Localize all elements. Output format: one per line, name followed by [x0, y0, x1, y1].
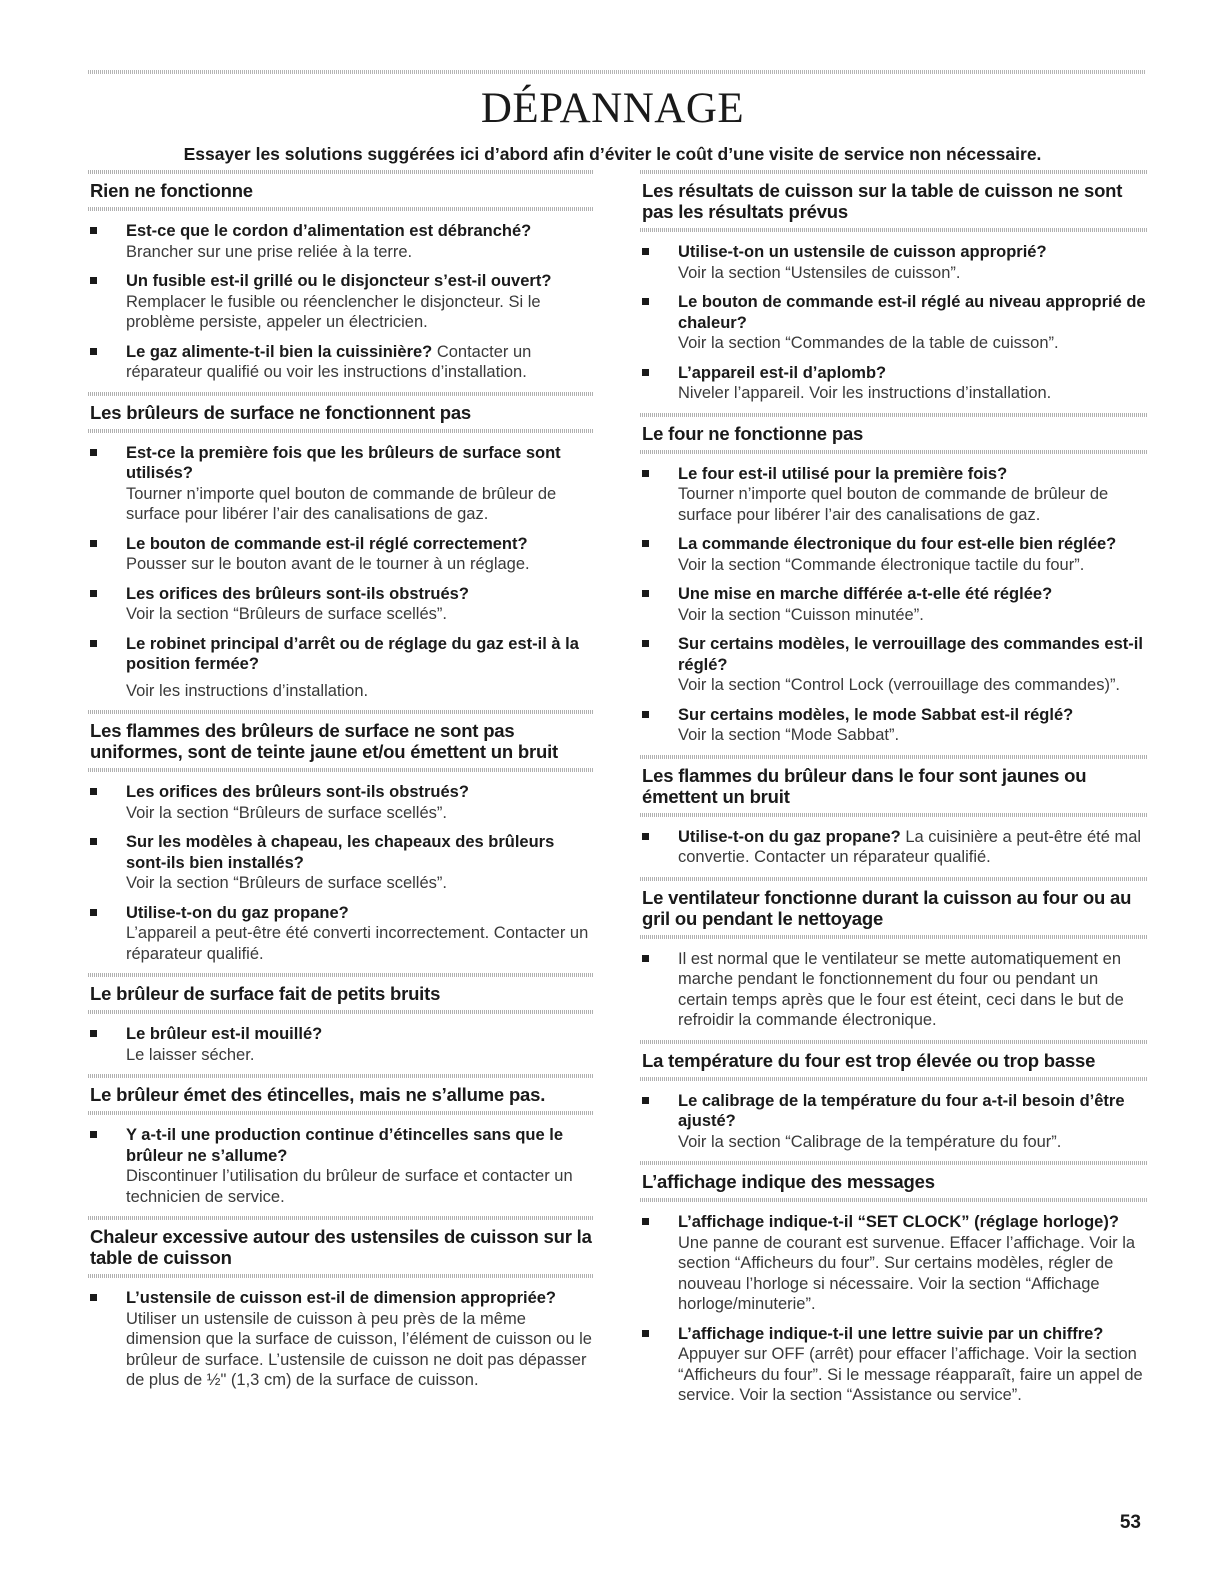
item-question: Un fusible est-il grillé ou le disjoncteur s’est-il ouvert?	[126, 272, 552, 290]
section-etincelles	[88, 1074, 594, 1207]
item-question: Sur certains modèles, le verrouillage des commandes est-il réglé?	[678, 635, 1143, 674]
list-item	[88, 832, 594, 894]
item-question: Y a-t-il une production continue d’étincelles sans que le brûleur ne s’allume?	[126, 1126, 564, 1165]
item-answer: Niveler l’appareil. Voir les instructions d’installation.	[678, 384, 1052, 402]
section-flammes-four	[640, 755, 1148, 868]
item-question: Les orifices des brûleurs sont-ils obstrués?	[126, 584, 469, 603]
section-title: Chaleur excessive autour des ustensiles de cuisson sur la table de cuisson	[90, 1226, 592, 1268]
section-ventilateur	[640, 877, 1148, 1031]
item-question: L’affichage indique-t-il une lettre suivie par un chiffre?	[678, 1324, 1104, 1343]
item-question: L’appareil est-il d’aplomb?	[678, 363, 887, 382]
item-question: Sur certains modèles, le mode Sabbat est-il réglé?	[678, 705, 1074, 724]
section-affichage-messages	[640, 1161, 1148, 1406]
item-answer: Remplacer le fusible ou réenclencher le disjoncteur. Si le problème persiste, appeler un électricien.	[126, 292, 541, 331]
item-question: Utilise-t-on un ustensile de cuisson approprié?	[678, 243, 1047, 261]
item-question: Utilise-t-on du gaz propane?	[126, 903, 349, 922]
section-petits-bruits	[88, 973, 594, 1065]
section-title: Les brûleurs de surface ne fonctionnent pas	[90, 401, 472, 423]
section-flammes-surface	[88, 710, 594, 964]
item-answer: Voir les instructions d’installation.	[126, 681, 369, 700]
item-list	[640, 454, 1148, 746]
list-item	[88, 342, 594, 383]
list-item	[640, 242, 1148, 283]
list-item	[88, 903, 594, 965]
section-title: La température du four est trop élevée ou trop basse	[642, 1049, 1096, 1071]
item-answer: Voir la section “Mode Sabbat”.	[678, 726, 900, 744]
section-resultats-cuisson	[640, 170, 1148, 404]
item-question: Le calibrage de la température du four a-t-il besoin d’être ajusté?	[678, 1091, 1125, 1130]
item-question: Est-ce la première fois que les brûleurs de surface sont utilisés?	[126, 443, 561, 482]
right-column	[640, 170, 1148, 1415]
section-title: Les flammes du brûleur dans le four sont jaunes ou émettent un bruit	[642, 764, 1087, 807]
item-answer: Utiliser un ustensile de cuisson à peu près de la même dimension que la surface de cuisson, l’élément de cuisson ou le brûleur de surface. L’ustensile de cuisson ne doit pas dépasser de plus de ½" (1,3 cm) de la surface de cuisson.	[126, 1309, 592, 1389]
item-list	[88, 433, 594, 702]
item-answer: Il est normal que le ventilateur se mette automatiquement en marche pendant le fonctionnement du four ou pendant un certain temps après que le four est éteint, ceci dans le but de refroidir la commande électronique.	[678, 949, 1124, 1029]
item-answer: L’appareil a peut-être été converti incorrectement. Contacter un réparateur qualifié.	[126, 924, 589, 963]
item-answer: Voir la section “Commande électronique tactile du four”.	[678, 555, 1085, 574]
item-answer: La cuisinière a peut-être été mal convertie. Contacter un réparateur qualifié.	[678, 827, 1142, 866]
item-question: Le robinet principal d’arrêt ou de réglage du gaz est-il à la position fermée?	[126, 634, 579, 673]
item-list	[640, 232, 1148, 404]
list-item	[640, 464, 1148, 526]
page-title: DÉPANNAGE	[480, 85, 745, 132]
list-item	[88, 271, 594, 333]
list-item	[88, 1288, 594, 1391]
list-item	[640, 534, 1148, 575]
item-question: Le brûleur est-il mouillé?	[126, 1025, 323, 1043]
list-item	[88, 634, 594, 702]
section-title: Le brûleur émet des étincelles, mais ne s’allume pas.	[90, 1084, 546, 1105]
section-title: Rien ne fonctionne	[90, 180, 253, 201]
list-item	[88, 584, 594, 625]
item-answer: Voir la section “Calibrage de la température du four”.	[678, 1132, 1062, 1151]
item-question: Une mise en marche différée a-t-elle été réglée?	[678, 585, 1053, 603]
list-item	[640, 363, 1148, 404]
list-item	[640, 1091, 1148, 1153]
left-column	[88, 170, 594, 1400]
item-list	[88, 1014, 594, 1065]
list-item	[88, 1125, 594, 1207]
item-list	[640, 1202, 1148, 1406]
list-item	[640, 1324, 1148, 1406]
list-item	[640, 634, 1148, 696]
section-four-ne-fonctionne-pas	[640, 413, 1148, 746]
item-question: Le gaz alimente-t-il bien la cuissinière?	[126, 342, 433, 361]
top-rule	[88, 70, 1145, 74]
list-item	[640, 827, 1148, 868]
list-item	[88, 534, 594, 575]
section-title: Le four ne fonctionne pas	[642, 422, 864, 444]
item-answer: Une panne de courant est survenue. Effacer l’affichage. Voir la section “Afficheurs du four”. Sur certains modèles, régler de nouveau l’horloge si nécessaire. Voir la section “Affichage horloge/minuterie”.	[678, 1233, 1136, 1313]
item-list	[88, 772, 594, 964]
item-answer: Contacter un réparateur qualifié ou voir les instructions d’installation.	[126, 342, 532, 381]
item-question: Utilise-t-on du gaz propane?	[678, 827, 901, 846]
item-question: Sur les modèles à chapeau, les chapeaux des brûleurs sont-ils bien installés?	[126, 833, 555, 872]
list-item	[640, 949, 1148, 1031]
list-item	[640, 705, 1148, 746]
list-item	[640, 584, 1148, 625]
item-list	[640, 817, 1148, 868]
item-list	[88, 1115, 594, 1207]
item-question: Le bouton de commande est-il réglé correctement?	[126, 534, 528, 553]
item-answer: Voir la section “Ustensiles de cuisson”.	[678, 263, 961, 282]
item-answer: Tourner n’importe quel bouton de commande de brûleur de surface pour libérer l’air des canalisations de gaz.	[126, 484, 557, 523]
item-list	[88, 1278, 594, 1391]
page-subtitle: Essayer les solutions suggérées ici d’abord afin d’éviter le coût d’une visite de service non nécessaire.	[183, 144, 1042, 164]
page-number: 53	[1119, 1512, 1141, 1533]
item-answer: Pousser sur le bouton avant de le tourner à un réglage.	[126, 555, 530, 573]
section-title: Le ventilateur fonctionne durant la cuisson au four ou au gril ou pendant le nettoyage	[642, 886, 1132, 929]
item-answer: Voir la section “Commandes de la table de cuisson”.	[678, 334, 1059, 352]
item-answer: Brancher sur une prise reliée à la terre.	[126, 242, 413, 261]
section-temperature-four	[640, 1040, 1148, 1153]
item-question: Le four est-il utilisé pour la première fois?	[678, 464, 1008, 483]
list-item	[640, 292, 1148, 354]
item-answer: Le laisser sécher.	[126, 1045, 255, 1064]
item-answer: Tourner n’importe quel bouton de commande de brûleur de surface pour libérer l’air des canalisations de gaz.	[678, 485, 1109, 524]
item-question: Est-ce que le cordon d’alimentation est débranché?	[126, 222, 532, 240]
item-question: L’ustensile de cuisson est-il de dimension appropriée?	[126, 1289, 557, 1307]
item-question: Les orifices des brûleurs sont-ils obstrués?	[126, 783, 469, 801]
section-bruleurs-surface	[88, 392, 594, 702]
item-list	[640, 1081, 1148, 1153]
list-item	[88, 443, 594, 525]
item-question: L’affichage indique-t-il “SET CLOCK” (réglage horloge)?	[678, 1213, 1119, 1231]
section-title: Les flammes des brûleurs de surface ne sont pas uniformes, sont de teinte jaune et/ou émettent un bruit	[90, 720, 558, 762]
item-question: La commande électronique du four est-elle bien réglée?	[678, 535, 1117, 553]
list-item	[88, 1024, 594, 1065]
section-chaleur-excessive	[88, 1216, 594, 1391]
item-answer: Voir la section “Control Lock (verrouillage des commandes)”.	[678, 676, 1121, 694]
item-answer: Voir la section “Brûleurs de surface scellés”.	[126, 605, 447, 623]
list-item	[88, 782, 594, 823]
item-list	[88, 211, 594, 383]
item-list	[640, 939, 1148, 1031]
list-item	[88, 221, 594, 262]
item-answer: Voir la section “Brûleurs de surface scellés”.	[126, 803, 447, 822]
item-question: Le bouton de commande est-il réglé au niveau approprié de chaleur?	[678, 293, 1146, 332]
item-answer: Voir la section “Brûleurs de surface scellés”.	[126, 874, 447, 892]
section-title: Les résultats de cuisson sur la table de cuisson ne sont pas les résultats prévus	[642, 180, 1123, 222]
section-title: Le brûleur de surface fait de petits bruits	[90, 983, 441, 1004]
section-title: L’affichage indique des messages	[642, 1171, 935, 1192]
item-answer: Voir la section “Cuisson minutée”.	[678, 605, 924, 624]
item-answer: Appuyer sur OFF (arrêt) pour effacer l’affichage. Voir la section “Afficheurs du four”. Si le message réapparaît, faire un appel de service. Voir la section “Assistance ou service”.	[678, 1345, 1143, 1404]
list-item	[640, 1212, 1148, 1315]
section-rien-ne-fonctionne	[88, 170, 594, 383]
item-answer: Discontinuer l’utilisation du brûleur de surface et contacter un technicien de service.	[126, 1167, 573, 1206]
